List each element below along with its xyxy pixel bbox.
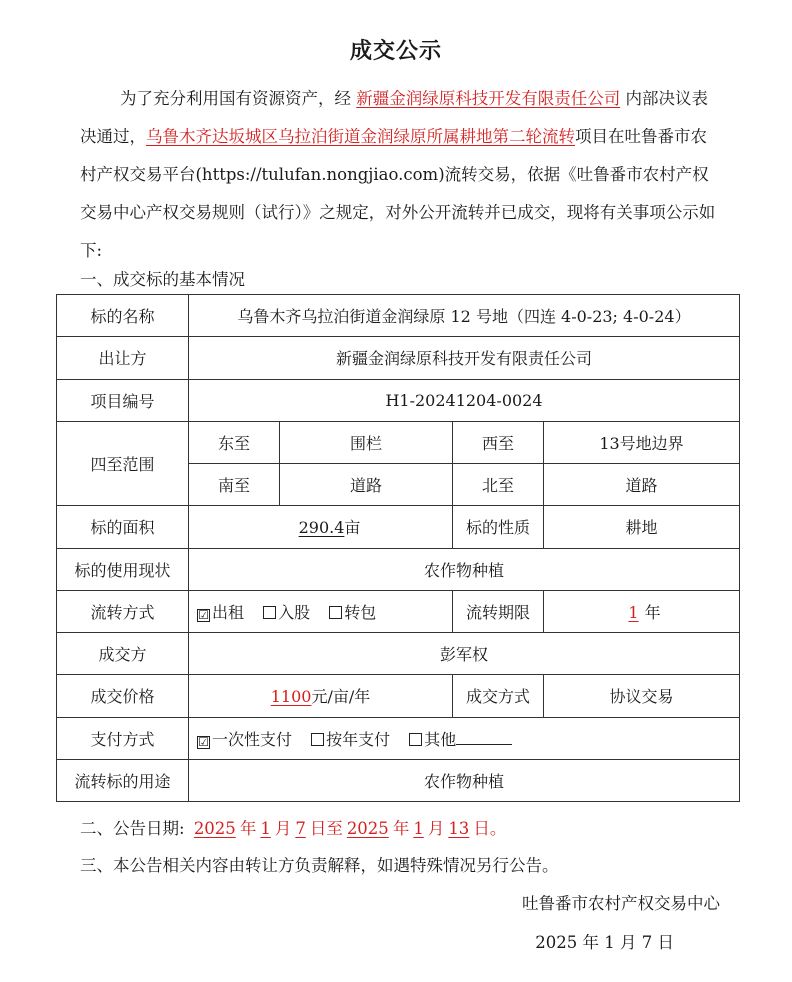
mode-option-rent bbox=[197, 603, 244, 622]
mode-options bbox=[189, 590, 453, 632]
status-label: 标的使用现状 bbox=[57, 548, 189, 590]
end-char: 日。 bbox=[473, 819, 507, 838]
issue-date: 2025 年 1 月 7 日 bbox=[535, 933, 674, 952]
payment-option-label: 其他 bbox=[424, 729, 457, 749]
west-label: 西至 bbox=[453, 421, 544, 463]
term-unit: 年 bbox=[644, 602, 661, 622]
mode-option-label: 出租 bbox=[212, 602, 245, 622]
section-1-heading: 一、成交标的基本情况 bbox=[80, 270, 245, 289]
price-cell bbox=[189, 675, 453, 717]
start-year: 2025 bbox=[193, 819, 236, 838]
page-title: 成交公示 bbox=[349, 38, 442, 64]
checkbox-checked-icon: ☑ bbox=[198, 607, 209, 622]
mode-option-label: 入股 bbox=[278, 602, 311, 622]
intro-project: 乌鲁木齐达坂城区乌拉泊街道金润绿原所属耕地第二轮流转 bbox=[146, 127, 575, 146]
project-no-label: 项目编号 bbox=[57, 379, 189, 421]
checkbox-icon bbox=[329, 606, 342, 619]
area-value: 290.4 bbox=[298, 518, 345, 538]
status-value: 农作物种植 bbox=[189, 548, 740, 590]
nature-value: 耕地 bbox=[544, 506, 740, 548]
start-day: 7 bbox=[295, 819, 306, 838]
buyer-label: 成交方 bbox=[57, 633, 189, 675]
project-no-value: H1-20241204-0024 bbox=[189, 379, 740, 421]
to-char: 日至 bbox=[309, 819, 343, 838]
payment-option-other bbox=[409, 730, 512, 749]
month-char: 月 bbox=[427, 819, 445, 838]
east-value: 围栏 bbox=[280, 421, 453, 463]
intro-text-1: 为了充分利用国有资源资产，经 bbox=[120, 89, 351, 108]
price-value: 1100 bbox=[270, 687, 312, 707]
name-value: 乌鲁木齐乌拉泊街道金润绿原 12 号地（四连 4-0-23; 4-0-24） bbox=[189, 295, 740, 337]
west-value: 13号地边界 bbox=[544, 421, 740, 463]
use-label: 流转标的用途 bbox=[57, 759, 189, 801]
boundary-label: 四至范围 bbox=[57, 421, 189, 506]
north-value: 道路 bbox=[544, 464, 740, 506]
start-month: 1 bbox=[260, 819, 271, 838]
checkbox-icon bbox=[263, 606, 276, 619]
deal-info-table bbox=[56, 294, 740, 802]
term-cell bbox=[544, 590, 740, 632]
price-unit: 元/亩/年 bbox=[311, 687, 371, 707]
payment-option-once bbox=[197, 730, 292, 749]
price-label: 成交价格 bbox=[57, 675, 189, 717]
year-char: 年 bbox=[392, 819, 410, 838]
mode-option-label: 转包 bbox=[344, 602, 377, 622]
east-label: 东至 bbox=[189, 421, 280, 463]
other-blank-line bbox=[456, 730, 512, 745]
section-2-date bbox=[80, 815, 506, 839]
payment-options bbox=[189, 717, 740, 759]
term-label: 流转期限 bbox=[453, 590, 544, 632]
section-3-note: 三、本公告相关内容由转让方负责解释，如遇特殊情况另行公告。 bbox=[80, 856, 559, 875]
payment-option-yearly bbox=[311, 730, 390, 749]
issuer-signature: 吐鲁番市农村产权交易中心 bbox=[522, 894, 720, 913]
nature-label: 标的性质 bbox=[453, 506, 544, 548]
intro-company: 新疆金润绿原科技开发有限责任公司 bbox=[356, 89, 621, 108]
end-day: 13 bbox=[448, 819, 470, 838]
south-label: 南至 bbox=[189, 464, 280, 506]
name-label: 标的名称 bbox=[57, 295, 189, 337]
transferor-label: 出让方 bbox=[57, 337, 189, 379]
area-unit: 亩 bbox=[344, 518, 361, 538]
mode-option-share bbox=[263, 603, 310, 622]
buyer-value: 彭军权 bbox=[189, 633, 740, 675]
end-year: 2025 bbox=[346, 819, 389, 838]
area-cell bbox=[189, 506, 453, 548]
use-value: 农作物种植 bbox=[189, 759, 740, 801]
deal-mode-label: 成交方式 bbox=[453, 675, 544, 717]
date-prefix: 二、公告日期: bbox=[80, 819, 185, 838]
intro-text-2: 内部决议表决通过， bbox=[80, 89, 708, 146]
payment-label: 支付方式 bbox=[57, 717, 189, 759]
checkbox-icon bbox=[409, 733, 422, 746]
term-value: 1 bbox=[628, 602, 639, 622]
year-char: 年 bbox=[239, 819, 257, 838]
payment-option-label: 按年支付 bbox=[326, 729, 391, 749]
transferor-value: 新疆金润绿原科技开发有限责任公司 bbox=[189, 337, 740, 379]
mode-label: 流转方式 bbox=[57, 590, 189, 632]
deal-mode-value: 协议交易 bbox=[544, 675, 740, 717]
checkbox-checked-icon: ☑ bbox=[198, 734, 209, 749]
area-label: 标的面积 bbox=[57, 506, 189, 548]
intro-text-3: 项目在吐鲁番市农村产权交易平台(https://tulufan.nongjiao.com)流转交易，依据《吐鲁番市农村产权交易中心产权交易规则（试行）》之规定，对外公开流转并已成交，现将有关事项公示如下: bbox=[80, 127, 716, 260]
checkbox-icon bbox=[311, 733, 324, 746]
intro-paragraph bbox=[80, 80, 720, 270]
south-value: 道路 bbox=[280, 464, 453, 506]
end-month: 1 bbox=[413, 819, 424, 838]
mode-option-subcontract bbox=[329, 603, 376, 622]
north-label: 北至 bbox=[453, 464, 544, 506]
month-char: 月 bbox=[274, 819, 292, 838]
payment-option-label: 一次性支付 bbox=[212, 729, 293, 749]
